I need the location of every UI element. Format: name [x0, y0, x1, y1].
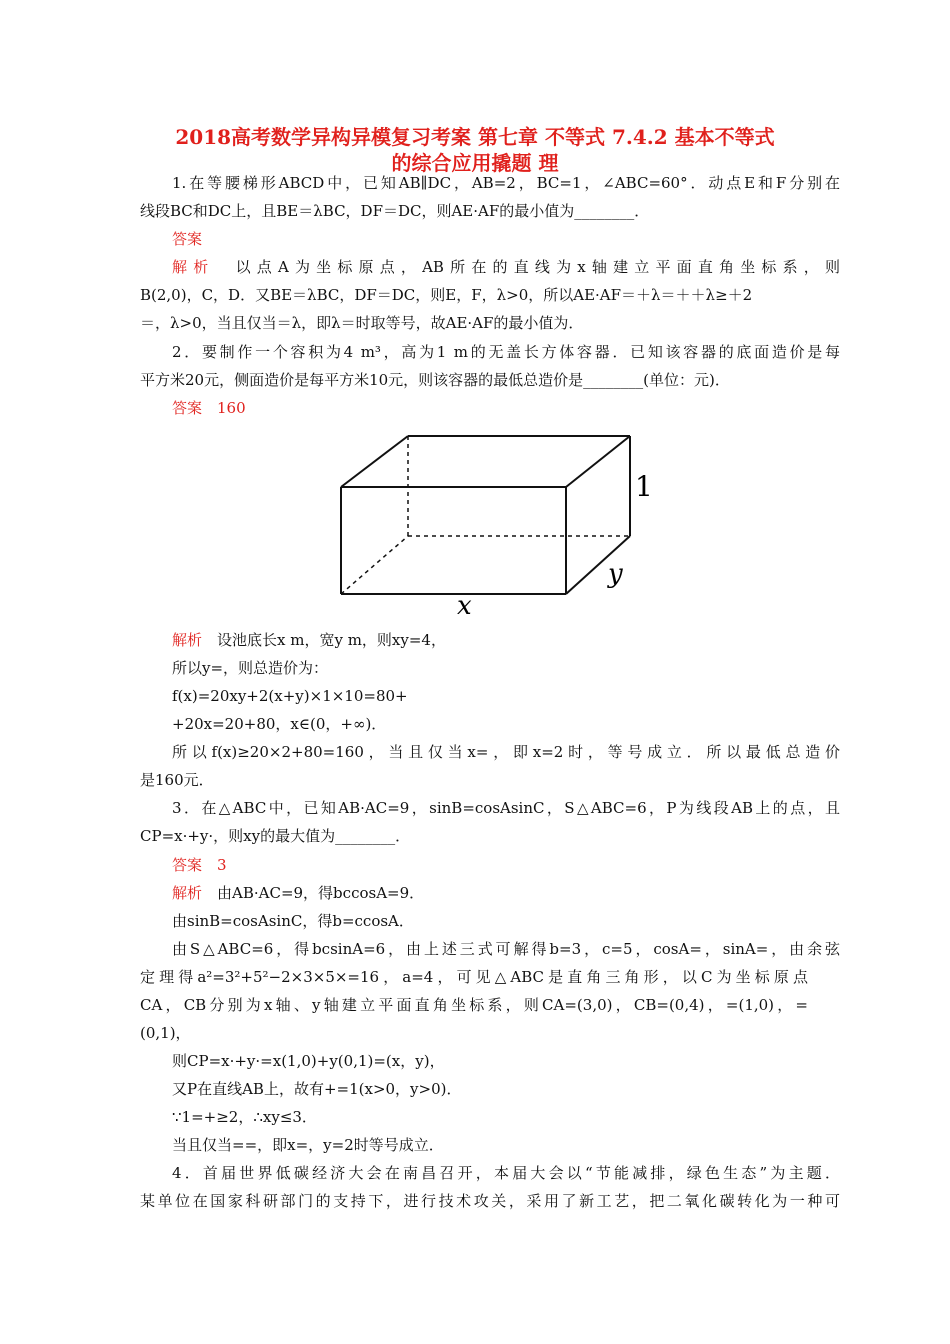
q2-line2: 平方米20元，侧面造价是每平方米10元，则该容器的最低总造价是________(单位：元)．: [140, 371, 730, 389]
q1-solution-line3: ＝，λ>0，当且仅当＝λ，即λ＝时取等号，故AE·AF的最小值为．: [140, 314, 584, 332]
figure-label-height: 1: [635, 470, 653, 503]
q3-solution-line8: 又P在直线AB上，故有+=1(x>0，y>0)．: [172, 1080, 462, 1098]
cuboid-figure: [318, 424, 653, 624]
q3-solution-line4: 定理得a²=3²+5²−2×3×5×=16，a=4，可见△ABC是直角三角形，以C为坐标原点: [140, 968, 808, 986]
q3-solution-line6: (0,1)，: [140, 1024, 191, 1042]
q2-solution-line6: 是160元．: [140, 771, 214, 789]
q3-solution-line3: 由S△ABC=6，得bcsinA=6，由上述三式可解得b=3，c=5，cosA=，sinA=，由余弦: [172, 940, 840, 958]
q2-answer: 答案 160: [172, 399, 246, 417]
q2-line1: 2．要制作一个容积为4 m³，高为1 m的无盖长方体容器．已知该容器的底面造价是每: [172, 343, 840, 361]
q3-solution-line1: 解析 由AB·AC=9，得bccosA=9．: [172, 884, 425, 902]
q1-answer-label: 答案: [172, 230, 203, 248]
doc-title-line1: 2018高考数学异构异模复习考案 第七章 不等式 7.4.2 基本不等式: [175, 125, 775, 149]
q2-solution-line5: 所以f(x)≥20×2+80=160，当且仅当x=，即x=2时，等号成立．所以最低总造价: [172, 743, 840, 761]
q2-solution-line4: +20x=20+80，x∈(0，+∞)．: [172, 715, 387, 733]
figure-label-x: x: [457, 591, 472, 621]
q1-solution-line1: 解析 以点A为坐标原点，AB所在的直线为x轴建立平面直角坐标系，则: [172, 258, 840, 276]
q3-solution-line5: CA，CB分别为x轴、y轴建立平面直角坐标系，则CA=(3,0)，CB=(0,4)，=(1,0)，=: [140, 996, 808, 1014]
q2-solution-line2: 所以y=，则总造价为：: [172, 659, 329, 677]
doc-title-line2: 的综合应用撬题 理: [391, 151, 559, 175]
q1-line1: 1.在等腰梯形ABCD中，已知AB∥DC，AB=2，BC=1，∠ABC=60°．动点E和F分别在: [172, 174, 840, 192]
figure-label-y: y: [608, 559, 623, 589]
solution-label: 解析: [172, 258, 215, 276]
q4-line2: 某单位在国家科研部门的支持下，进行技术攻关，采用了新工艺，把二氧化碳转化为一种可: [140, 1192, 840, 1210]
q2-solution-line3: f(x)=20xy+2(x+y)×1×10=80+: [172, 687, 408, 705]
q3-solution-line7: 则CP=x·+y·=x(1,0)+y(0,1)=(x，y)，: [172, 1052, 445, 1070]
q3-line2: CP=x·+y·，则xy的最大值为________．: [140, 827, 411, 845]
q3-solution-line2: 由sinB=cosAsinC，得b=ccosA．: [172, 912, 414, 930]
solution-label: 解析: [172, 631, 203, 649]
solution-label: 解析: [172, 884, 203, 902]
q3-solution-line10: 当且仅当==，即x=，y=2时等号成立．: [172, 1136, 444, 1154]
q1-line2: 线段BC和DC上，且BE＝λBC，DF＝DC，则AE·AF的最小值为________．: [140, 202, 650, 220]
q3-answer: 答案 3: [172, 856, 227, 874]
q1-solution-line2: B(2,0)，C，D．又BE＝λBC，DF＝DC，则E，F，λ>0，所以AE·AF＝＋λ＝＋＋λ≥＋2: [140, 286, 753, 304]
q4-line1: 4．首届世界低碳经济大会在南昌召开，本届大会以“节能减排，绿色生态”为主题．: [172, 1164, 840, 1182]
q3-line1: 3．在△ABC中，已知AB·AC=9，sinB=cosAsinC，S△ABC=6，P为线段AB上的点，且: [172, 799, 840, 817]
q2-solution-line1: 解析 设池底长x m，宽y m，则xy=4，: [172, 631, 446, 649]
q3-solution-line9: ∵1=+≥2，∴xy≤3．: [172, 1108, 317, 1126]
